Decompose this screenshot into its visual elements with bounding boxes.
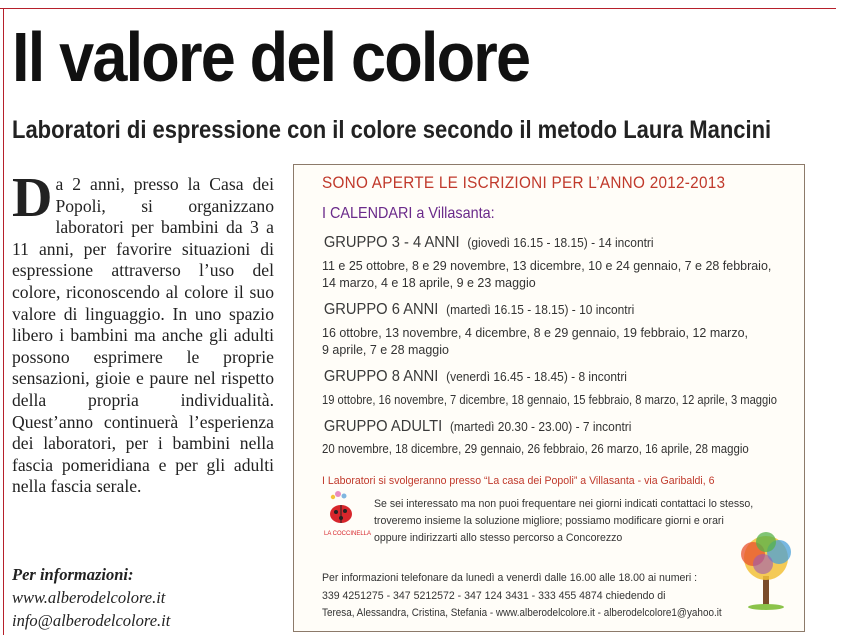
group-8-title bbox=[322, 368, 627, 386]
group-6-name: GRUPPO 6 ANNI bbox=[323, 301, 439, 318]
contact-info bbox=[12, 563, 170, 632]
contacts-line-2: 339 4251275 - 347 5212572 - 347 124 3431 - 333 455 4874 chiedendo di bbox=[322, 590, 666, 602]
logo-text: LA COCCINELLA bbox=[324, 531, 372, 537]
article-subtitle: Laboratori di espressione con il colore secondo il metodo Laura Mancini bbox=[12, 116, 772, 144]
group-3-4-title bbox=[322, 234, 654, 252]
poster-headline: SONO APERTE LE ISCRIZIONI PER L’ANNO 2012-2013 bbox=[322, 173, 726, 192]
group-3-4-dates-1: 11 e 25 ottobre, 8 e 29 novembre, 13 dicembre, 10 e 24 gennaio, 7 e 28 febbraio, bbox=[322, 258, 772, 273]
article-body bbox=[12, 167, 274, 498]
note-line-1: Se sei interessato ma non puoi frequentare nei giorni indicati contattaci lo stesso, bbox=[374, 498, 754, 510]
ladybug-logo-icon bbox=[324, 490, 358, 530]
top-rule bbox=[0, 8, 836, 9]
group-8-name: GRUPPO 8 ANNI bbox=[323, 368, 439, 385]
group-8-dates-1: 19 ottobre, 16 novembre, 7 dicembre, 18 gennaio, 15 febbraio, 8 marzo, 12 aprile, 3 maggio bbox=[322, 392, 777, 407]
group-6-dates-2: 9 aprile, 7 e 28 maggio bbox=[322, 342, 449, 357]
drop-cap: D bbox=[12, 167, 53, 229]
contacts-line-1: Per informazioni telefonare da lunedì a venerdì dalle 16.00 alle 18.00 ai numeri : bbox=[322, 572, 698, 584]
info-label: Per informazioni: bbox=[12, 565, 134, 584]
note-line-2: troveremo insieme la soluzione migliore; possiamo modificare giorni e orari bbox=[374, 515, 724, 527]
group-6-dates-1: 16 ottobre, 13 novembre, 4 dicembre, 8 e 29 gennaio, 19 febbraio, 12 marzo, bbox=[322, 325, 748, 340]
tree-icon bbox=[735, 530, 797, 610]
poster-calendars: I CALENDARI a Villasanta: bbox=[322, 205, 495, 222]
group-adulti-details: (martedì 20.30 - 23.00) - 7 incontri bbox=[449, 419, 632, 434]
group-6-details: (martedì 16.15 - 18.15) - 10 incontri bbox=[446, 302, 635, 317]
website-link[interactable]: www.alberodelcolore.it bbox=[12, 588, 166, 607]
group-8-details: (venerdì 16.45 - 18.45) - 8 incontri bbox=[446, 369, 627, 384]
article-title: Il valore del colore bbox=[12, 18, 530, 96]
contacts-line-3: Teresa, Alessandra, Cristina, Stefania - www.alberodelcolore.it - alberodelcolore1@yahoo.it bbox=[322, 607, 722, 619]
article-body-text: a 2 anni, presso la Casa dei Popoli, si organizzano laboratori per bambini da 3 a 11 anni, per favorire situazioni di espressione attraverso l’uso del colore, riconoscendo al colore il suo valore di linguaggio. In uno spazio libero i bambini ma anche gli adulti possono esprimere le proprie sensazioni, gioie e paure nel rispetto della propria individualità. Quest’anno continuerà l’esperienza dei laboratori, per i bambini nella fascia pomeridiana e per gli adulti nella fascia serale. bbox=[12, 174, 274, 497]
group-3-4-dates-2: 14 marzo, 4 e 18 aprile, 9 e 23 maggio bbox=[322, 275, 536, 290]
group-adulti-name: GRUPPO ADULTI bbox=[323, 418, 443, 435]
group-3-4-name: GRUPPO 3 - 4 ANNI bbox=[323, 234, 460, 251]
group-6-title bbox=[322, 301, 634, 319]
group-adulti-title bbox=[322, 418, 631, 436]
group-3-4-details: (giovedì 16.15 - 18.15) - 14 incontri bbox=[467, 235, 654, 250]
course-poster bbox=[293, 164, 805, 632]
note-line-3: oppure indirizzarti allo stesso percorso a Concorezzo bbox=[374, 532, 623, 544]
email-link[interactable]: info@alberodelcolore.it bbox=[12, 611, 171, 630]
left-rule bbox=[3, 8, 4, 635]
group-adulti-dates-1: 20 novembre, 18 dicembre, 29 gennaio, 26 febbraio, 26 marzo, 16 aprile, 28 maggio bbox=[322, 441, 749, 456]
poster-location: I Laboratori si svolgeranno presso “La casa dei Popoli” a Villasanta - via Garibaldi, 6 bbox=[322, 475, 715, 487]
